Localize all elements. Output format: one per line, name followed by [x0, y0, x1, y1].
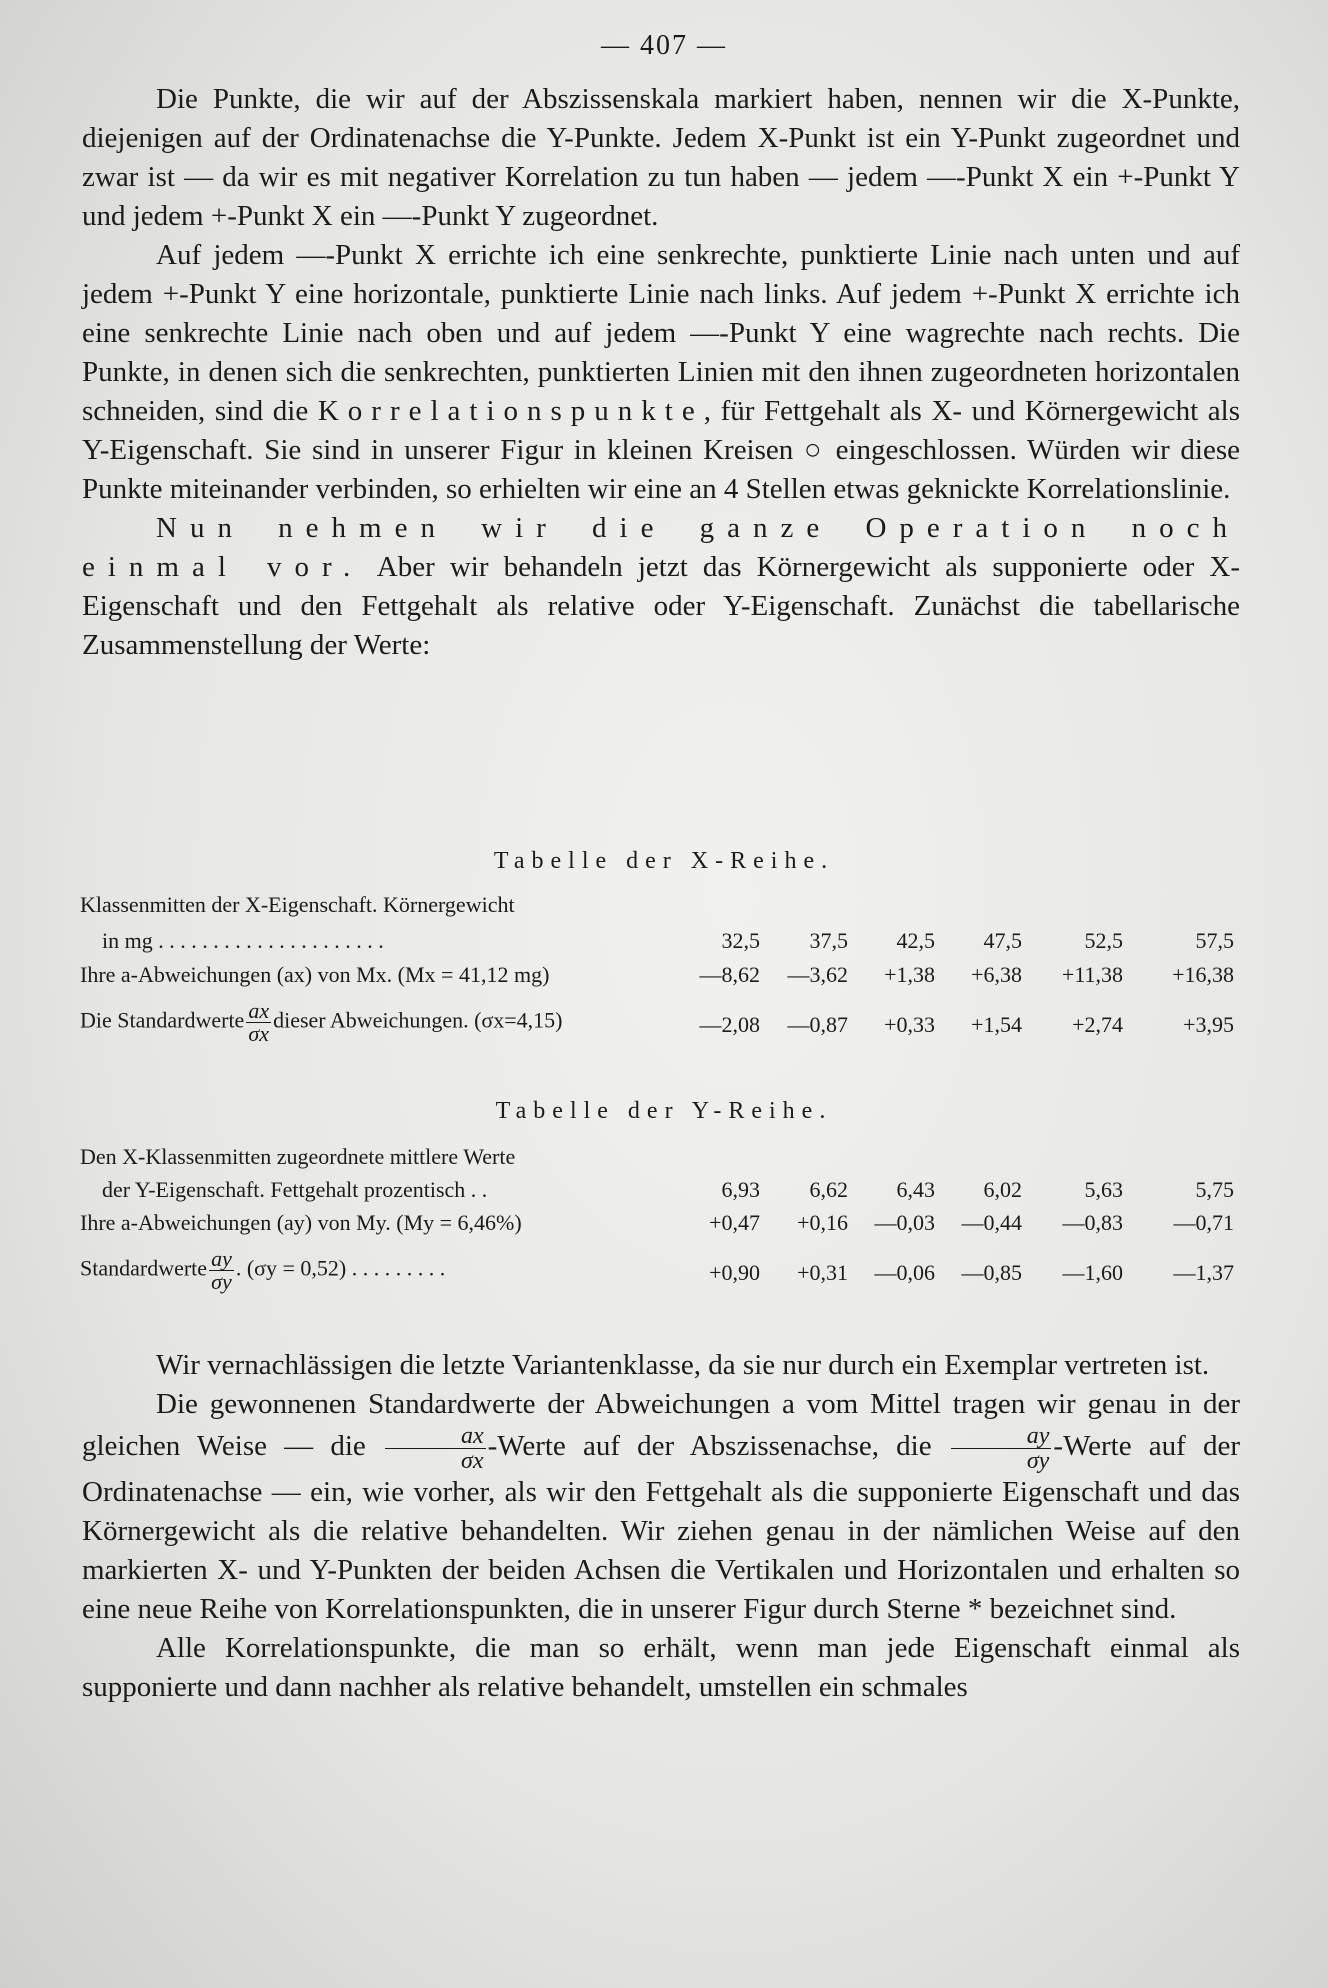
table-cell: +1,38	[884, 962, 935, 987]
table-y-row-1	[80, 1177, 1240, 1207]
table-y-row-1a	[80, 1144, 1240, 1174]
body-text-upper	[82, 80, 1240, 665]
paragraph-5	[82, 1385, 1240, 1629]
table-cell: 32,5	[721, 928, 760, 953]
table-cell: 47,5	[983, 928, 1022, 953]
table-cell: 6,43	[896, 1177, 935, 1202]
paragraph-5-c: -Werte auf der Ordinatenachse — ein, wie vorher, als wir den Fettgehalt als die supponierte Eigenschaft und das Körnergewicht als die relative behandelten. Wir ziehen genau in der nämlichen Weise auf den markierten X- und Y-Punkten der beiden Achsen die Vertikalen und Horizontalen und erhalten so eine neue Reihe von Korrelationspunkten, die in unserer Figur durch Sterne * bezeichnet sind.	[82, 1430, 1240, 1625]
body-text-lower	[82, 1346, 1240, 1707]
fraction-ay-sigmay	[209, 1248, 234, 1293]
table-cell: +6,38	[971, 962, 1022, 987]
table-x-row1-label-a: Klassenmitten der X-Eigenschaft. Körnergewicht	[80, 892, 515, 917]
table-cell: +0,90	[709, 1260, 760, 1285]
table-x-row3-post: dieser Abweichungen. (σx=4,15)	[273, 1007, 563, 1033]
table-cell: —1,37	[1173, 1260, 1234, 1285]
table-x-row2-label: Ihre a-Abweichungen (ax) von Mx. (Mx = 41,12 mg)	[80, 962, 550, 987]
table-cell: 6,02	[983, 1177, 1022, 1202]
table-x-row-1a	[80, 892, 1240, 922]
table-x-row-1	[80, 928, 1240, 958]
paragraph-3-tail: Aber wir behandeln jetzt das Körnergewicht als supponierte oder X-Eigenschaft und den Fettgehalt als relative oder Y-Eigenschaft. Zunächst die tabellarische Zusammenstellung der Werte:	[82, 551, 1240, 661]
table-cell: —0,06	[874, 1260, 935, 1285]
table-x-row-3	[80, 1000, 1240, 1060]
table-cell: —0,44	[961, 1210, 1022, 1235]
table-x-title: Tabelle der X-Reihe.	[493, 848, 835, 874]
fraction-ax-sigmax-inline	[385, 1424, 486, 1473]
paragraph-2	[82, 236, 1240, 509]
fraction-numerator: ax	[385, 1424, 486, 1449]
table-cell: +0,33	[884, 1012, 935, 1037]
korrelationspunkte-word: Korrelationspunkte	[317, 395, 704, 427]
table-cell: +0,31	[797, 1260, 848, 1285]
table-cell: 57,5	[1195, 928, 1234, 953]
table-cell: 37,5	[809, 928, 848, 953]
fraction-numerator: ay	[951, 1424, 1052, 1449]
table-y-row1-label-a: Den X-Klassenmitten zugeordnete mittlere Werte	[80, 1144, 516, 1169]
table-y-row-2	[80, 1210, 1240, 1240]
table-cell: 6,93	[721, 1177, 760, 1202]
table-cell: —8,62	[699, 962, 760, 987]
paragraph-5-b: -Werte auf der Abszissenachse, die	[487, 1430, 932, 1463]
paragraph-6: Alle Korrelationspunkte, die man so erhält, wenn man jede Eigenschaft einmal als supponierte und dann nachher als relative behandelt, umstellen ein schmales	[82, 1632, 1240, 1703]
table-cell: +2,74	[1072, 1012, 1123, 1037]
table-cell: —0,87	[787, 1012, 848, 1037]
fraction-denominator: σx	[248, 1021, 270, 1046]
paragraph-3	[82, 509, 1240, 665]
paragraph-3-spaced: Nun nehmen wir die ganze Operation noch einmal vor.	[82, 512, 1240, 583]
table-cell: —0,71	[1173, 1210, 1234, 1235]
table-y-row3-label	[80, 1248, 445, 1293]
fraction-numerator: ax	[248, 998, 270, 1023]
table-cell: 6,62	[809, 1177, 848, 1202]
table-cell: +1,54	[971, 1012, 1022, 1037]
table-y-row2-label: Ihre a-Abweichungen (ay) von My. (My = 6,46%)	[80, 1210, 522, 1235]
fraction-ay-sigmay-inline	[951, 1424, 1052, 1473]
table-y-row1-label-b: der Y-Eigenschaft. Fettgehalt prozentisch . .	[102, 1177, 488, 1202]
paragraph-4: Wir vernachlässigen die letzte Variantenklasse, da sie nur durch ein Exemplar vertreten ist.	[156, 1349, 1210, 1381]
table-y-row3-post: . (σy = 0,52) . . . . . . . . .	[235, 1255, 446, 1281]
table-x-row1-label-b: in mg . . . . . . . . . . . . . . . . . . . . .	[102, 928, 384, 953]
table-cell: 5,75	[1195, 1177, 1234, 1202]
paragraph-1: Die Punkte, die wir auf der Abszissenskala markiert haben, nennen wir die X-Punkte, diejenigen auf der Ordinatenachse die Y-Punkte. Jedem X-Punkt ist ein Y-Punkt zugeordnet und zwar ist — da wir es mit negativer Korrelation zu tun haben — jedem —-Punkt X ein +-Punkt Y und jedem +-Punkt X ein —-Punkt Y zugeordnet.	[82, 83, 1240, 232]
fraction-denominator: σx	[461, 1448, 484, 1474]
table-cell: —2,08	[699, 1012, 760, 1037]
paragraph-5-a: Die gewonnenen Standardwerte der Abweichungen a vom Mittel tragen wir genau in der gleichen Weise — die	[82, 1388, 1240, 1463]
table-cell: —0,03	[874, 1210, 935, 1235]
table-cell: 52,5	[1084, 928, 1123, 953]
table-cell: +3,95	[1183, 1012, 1234, 1037]
table-cell: —0,85	[961, 1260, 1022, 1285]
table-cell: 5,63	[1084, 1177, 1123, 1202]
fraction-denominator: σy	[1026, 1448, 1050, 1474]
paragraph-2-text: Auf jedem —-Punkt X errichte ich eine senkrechte, punktierte Linie nach unten und auf jedem +-Punkt Y eine horizontale, punktierte Linie nach links. Auf jedem +-Punkt X errichte ich eine senkrechte Linie nach oben und auf jedem —-Punkt Y eine wagrechte nach rechts. Die Punkte, in denen sich die senkrechten, punktierten Linien mit den ihnen zugeordneten horizontalen schneiden, sind die	[82, 239, 1240, 427]
table-cell: +11,38	[1061, 962, 1123, 987]
table-y-row-3	[80, 1248, 1240, 1308]
table-cell: 42,5	[896, 928, 935, 953]
table-cell: —1,60	[1062, 1260, 1123, 1285]
table-cell: +16,38	[1172, 962, 1234, 987]
table-x-row3-pre: Die Standardwerte	[80, 1007, 245, 1033]
table-x-row3-label	[80, 1000, 563, 1045]
table-cell: —3,62	[787, 962, 848, 987]
fraction-ax-sigmax	[246, 1000, 271, 1045]
table-y-row3-pre: Standardwerte	[80, 1255, 208, 1281]
table-y-title: Tabelle der Y-Reihe.	[495, 1098, 833, 1124]
fraction-denominator: σy	[211, 1269, 232, 1294]
paragraph-2-tail: , für Fettgehalt als X- und Körnergewicht als Y-Eigenschaft. Sie sind in unserer Figur in kleinen Kreisen ○ eingeschlossen. Würden wir diese Punkte miteinander verbinden, so erhielten wir eine an 4 Stellen etwas geknickte Korrelationslinie.	[82, 395, 1241, 505]
table-cell: +0,47	[709, 1210, 760, 1235]
table-x-row-2	[80, 962, 1240, 992]
page-number: — 407 —	[601, 30, 727, 61]
fraction-numerator: ay	[211, 1246, 232, 1271]
table-cell: —0,83	[1062, 1210, 1123, 1235]
table-cell: +0,16	[797, 1210, 848, 1235]
